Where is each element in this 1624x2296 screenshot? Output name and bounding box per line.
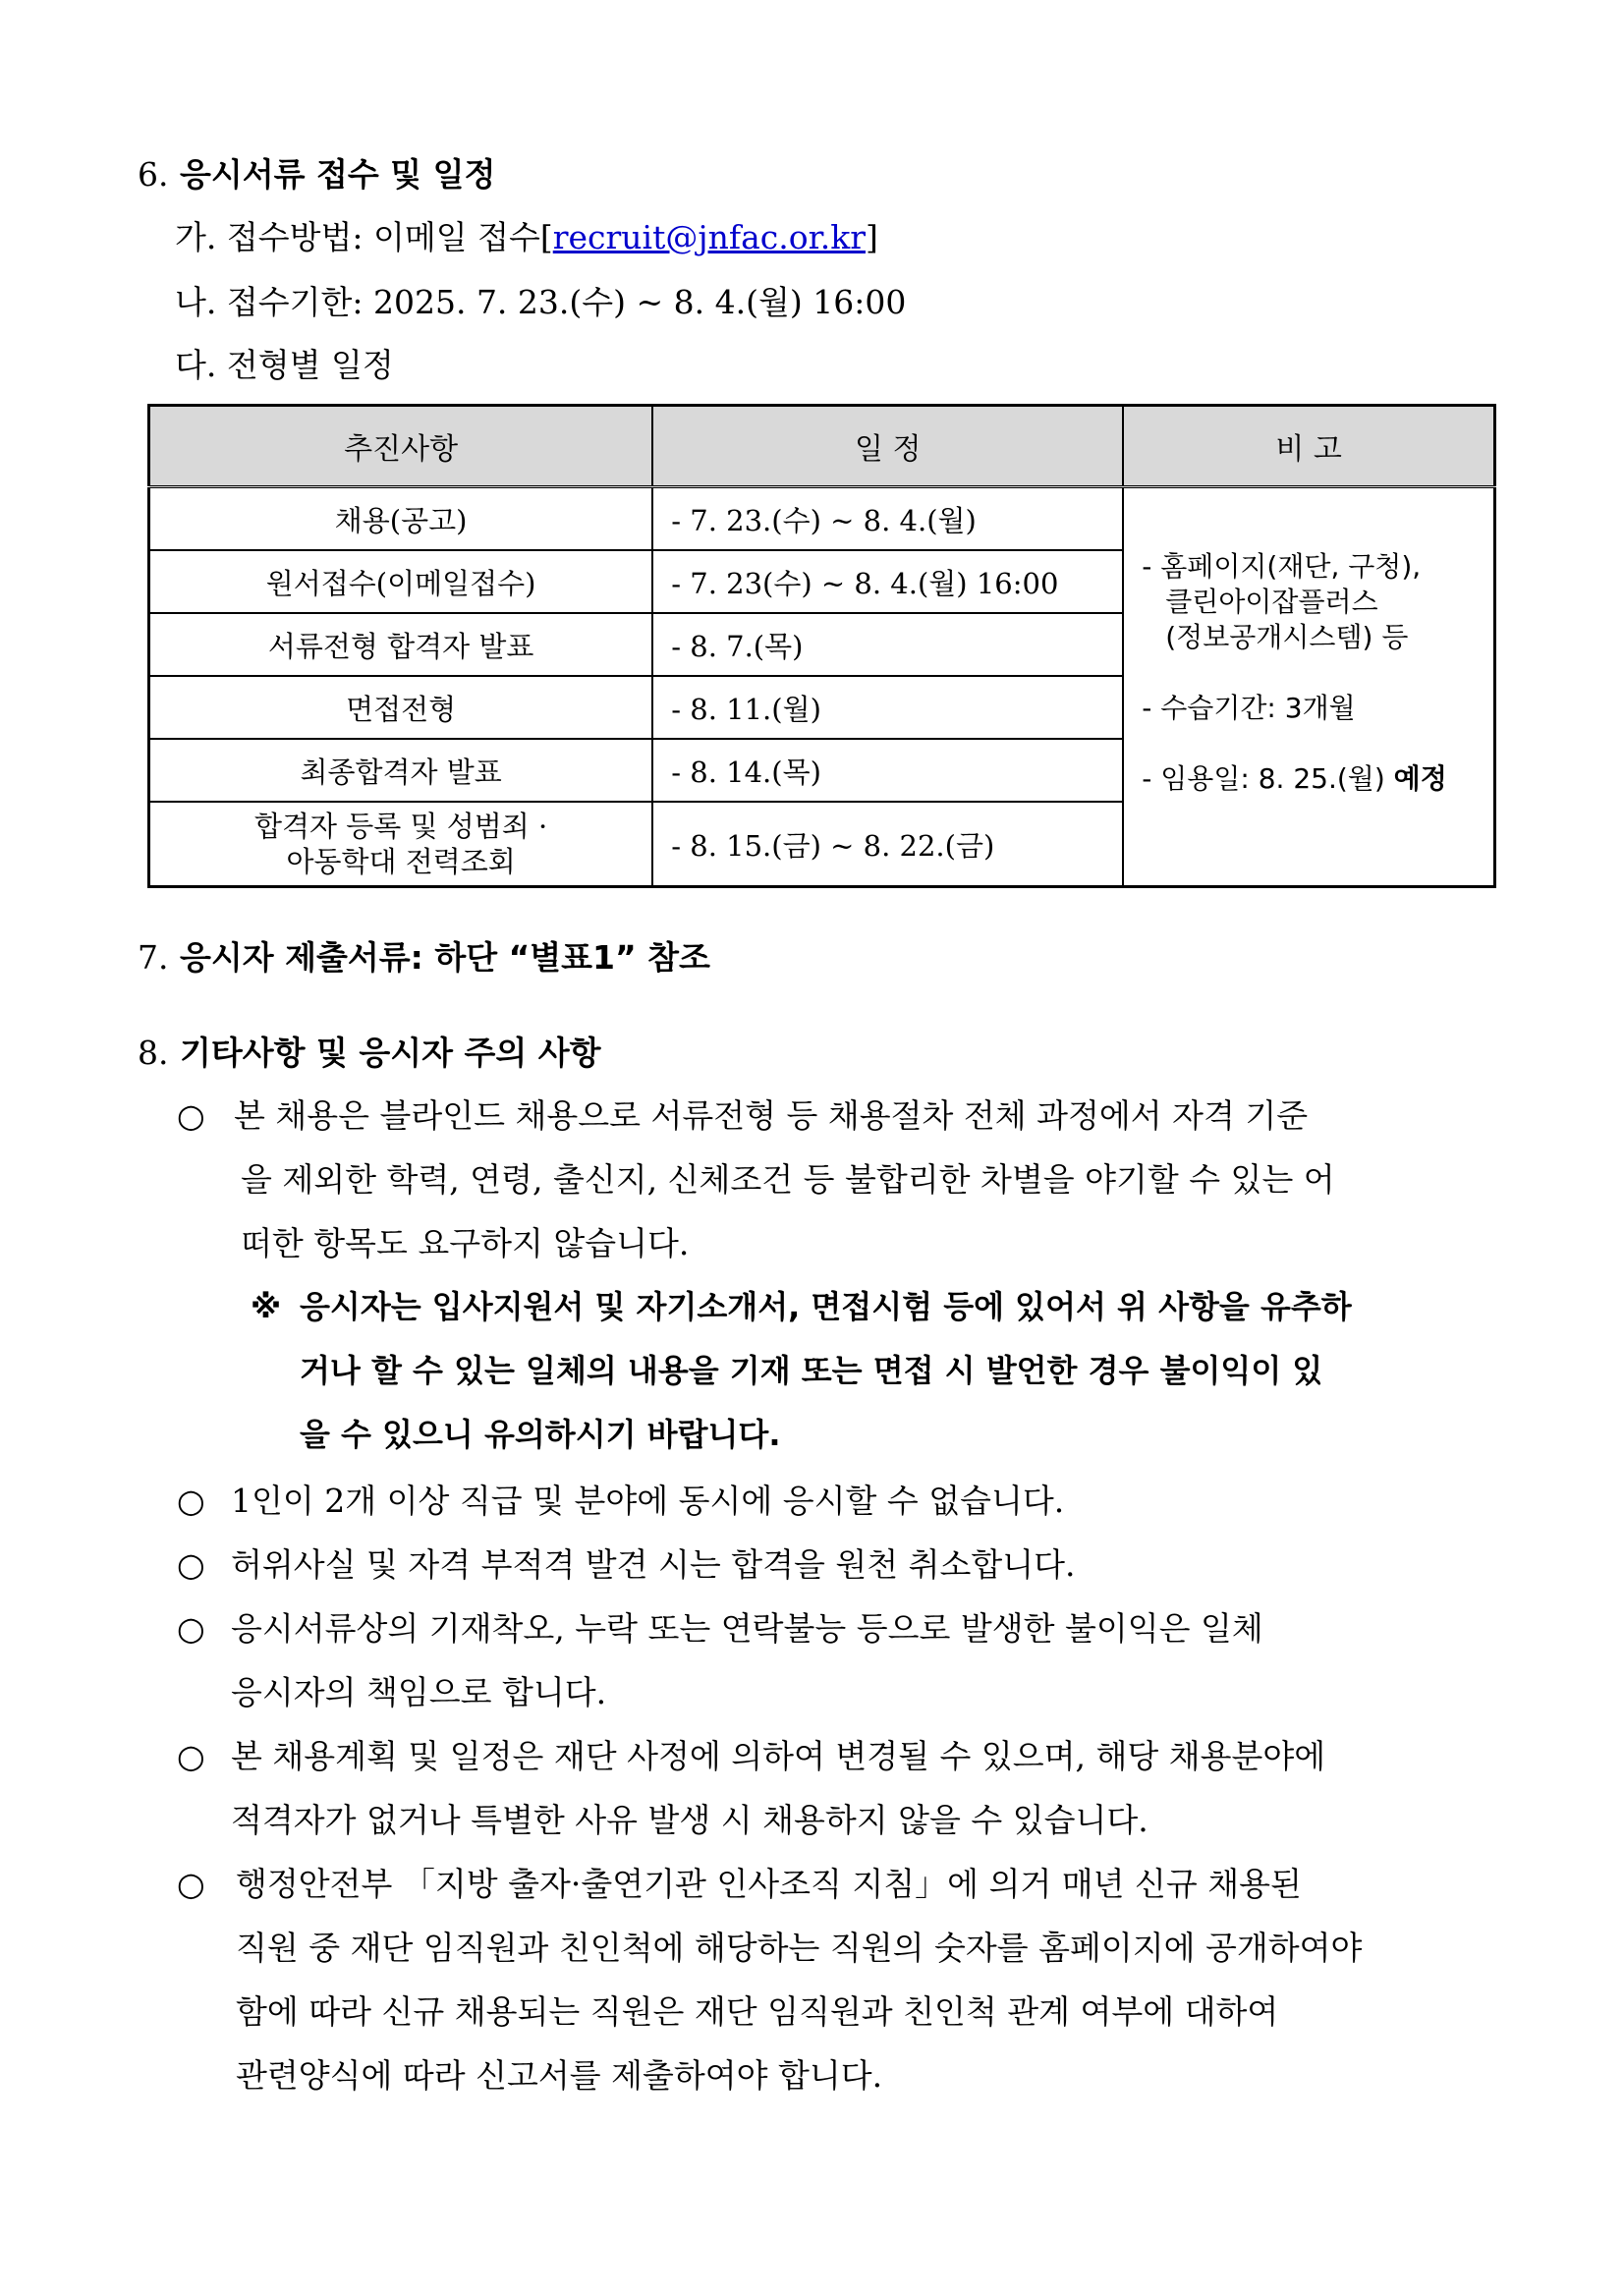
paragraph-line: 을 제외한 학력, 연령, 출신지, 신체조건 등 불합리한 차별을 야기할 수 있는 어: [241, 1160, 1335, 1199]
section-6-heading: [138, 155, 495, 195]
receipt-method: [175, 218, 878, 257]
relatives-disclosure-paragraph: [236, 1852, 1362, 2107]
row-item: 채용(공고): [149, 487, 653, 551]
notice-line: 을 수 있으니 유의하시기 바랍니다.: [300, 1416, 781, 1453]
remarks-probation: - 수습기간: 3개월: [1142, 692, 1356, 724]
row-item: 면접전형: [149, 676, 653, 739]
duplicate-application-paragraph: 1인이 2개 이상 직급 및 분야에 동시에 응시할 수 없습니다.: [231, 1482, 1065, 1520]
remarks-infosystem: (정보공개시스템) 등: [1165, 621, 1409, 653]
row-date: - 8. 15.(금) ~ 8. 22.(금): [652, 802, 1123, 887]
remarks-homepage: - 홈페이지(재단, 구청),: [1142, 550, 1422, 583]
section-8-title: 기타사항 및 응시자 주의 사항: [180, 1034, 601, 1072]
remarks-appointment-date: - 임용일: 8. 25.(월): [1142, 762, 1385, 795]
notice-line: 응시자는 입사지원서 및 자기소개서, 면접시험 등에 있어서 위 사항을 유추하: [300, 1288, 1352, 1325]
row-date: - 7. 23(수) ~ 8. 4.(월) 16:00: [652, 550, 1123, 613]
paragraph-line: 응시서류상의 기재착오, 누락 또는 연락불능 등으로 발생한 불이익은 일체: [231, 1609, 1263, 1648]
bullet-icon: ○: [177, 1609, 205, 1648]
remarks-cleanijob: 클린아이잡플러스: [1165, 586, 1378, 618]
receipt-method-label: 가. 접수방법: 이메일 접수[: [175, 218, 553, 256]
section-7-number: 7.: [138, 938, 169, 977]
paragraph-line: 관련양식에 따라 신고서를 제출하여야 합니다.: [236, 2056, 883, 2095]
row-item-line2: 아동학대 전력조회: [286, 845, 516, 878]
remarks-cell: [1123, 487, 1494, 887]
bullet-icon: ○: [177, 1737, 205, 1775]
row-item-line1: 합격자 등록 및 성범죄 ·: [254, 810, 548, 843]
header-item: 추진사항: [149, 406, 653, 487]
applicant-responsibility-paragraph: [231, 1596, 1263, 1724]
header-schedule: 일 정: [652, 406, 1123, 487]
section-7-title: 응시자 제출서류: 하단 “별표1” 참조: [180, 938, 710, 977]
row-date: - 8. 11.(월): [652, 676, 1123, 739]
receipt-deadline: 나. 접수기한: 2025. 7. 23.(수) ~ 8. 4.(월) 16:00: [175, 283, 907, 321]
row-date: - 8. 7.(목): [652, 613, 1123, 676]
row-item: 원서접수(이메일접수): [149, 550, 653, 613]
recruit-email-link[interactable]: recruit@jnfac.or.kr: [552, 218, 866, 256]
paragraph-line: 떠한 항목도 요구하지 않습니다.: [241, 1224, 690, 1262]
blind-recruitment-paragraph-cont: [241, 1148, 1496, 1275]
remarks-appointment: [1142, 761, 1476, 797]
table-row: [149, 487, 1495, 551]
section-8-heading: [138, 1034, 601, 1073]
schedule-subtitle: 다. 전형별 일정: [175, 346, 394, 384]
schedule-change-paragraph: [231, 1724, 1325, 1852]
row-item: 서류전형 합격자 발표: [149, 613, 653, 676]
section-6-title: 응시서류 접수 및 일정: [180, 155, 496, 194]
bullet-icon: ○: [177, 1865, 205, 1903]
row-date: - 8. 14.(목): [652, 739, 1123, 802]
paragraph-line: 본 채용계획 및 일정은 재단 사정에 의하여 변경될 수 있으며, 해당 채용분야에: [231, 1737, 1326, 1775]
paragraph-line: 행정안전부 「지방 출자·출연기관 인사조직 지침」에 의거 매년 신규 채용된: [236, 1865, 1302, 1903]
bullet-icon: ○: [177, 1482, 205, 1520]
receipt-method-close: ]: [866, 218, 878, 256]
false-info-paragraph: 허위사실 및 자격 부적격 발견 시는 합격을 원천 취소합니다.: [231, 1545, 1076, 1584]
row-item: [149, 802, 653, 887]
row-item: 최종합격자 발표: [149, 739, 653, 802]
paragraph-line: 함에 따라 신규 채용되는 직원은 재단 임직원과 친인척 관계 여부에 대하여: [236, 1992, 1279, 2031]
bullet-icon: ○: [177, 1545, 205, 1584]
paragraph-line: 응시자의 책임으로 합니다.: [231, 1673, 607, 1711]
section-8-number: 8.: [138, 1034, 169, 1072]
bullet-icon: ○: [177, 1096, 205, 1135]
notice-line: 거나 할 수 있는 일체의 내용을 기재 또는 면접 시 발언한 경우 불이익이 있: [300, 1352, 1323, 1389]
schedule-table: [147, 404, 1496, 888]
paragraph-line: 본 채용은 블라인드 채용으로 서류전형 등 채용절차 전체 과정에서 자격 기준: [234, 1096, 1309, 1135]
paragraph-line: 적격자가 없거나 특별한 사유 발생 시 채용하지 않을 수 있습니다.: [231, 1801, 1148, 1839]
table-header-row: [149, 406, 1495, 487]
blind-recruitment-paragraph: [234, 1084, 1496, 1148]
section-7-heading: [138, 938, 710, 978]
notice-mark: ※: [251, 1288, 282, 1325]
header-remarks: 비 고: [1123, 406, 1494, 487]
remarks-appointment-planned: 예정: [1393, 762, 1447, 795]
notice-paragraph: [300, 1275, 1352, 1467]
section-6-number: 6.: [138, 155, 169, 194]
row-date: - 7. 23.(수) ~ 8. 4.(월): [652, 487, 1123, 551]
paragraph-line: 직원 중 재단 임직원과 친인척에 해당하는 직원의 숫자를 홈페이지에 공개하여야: [236, 1929, 1363, 1967]
